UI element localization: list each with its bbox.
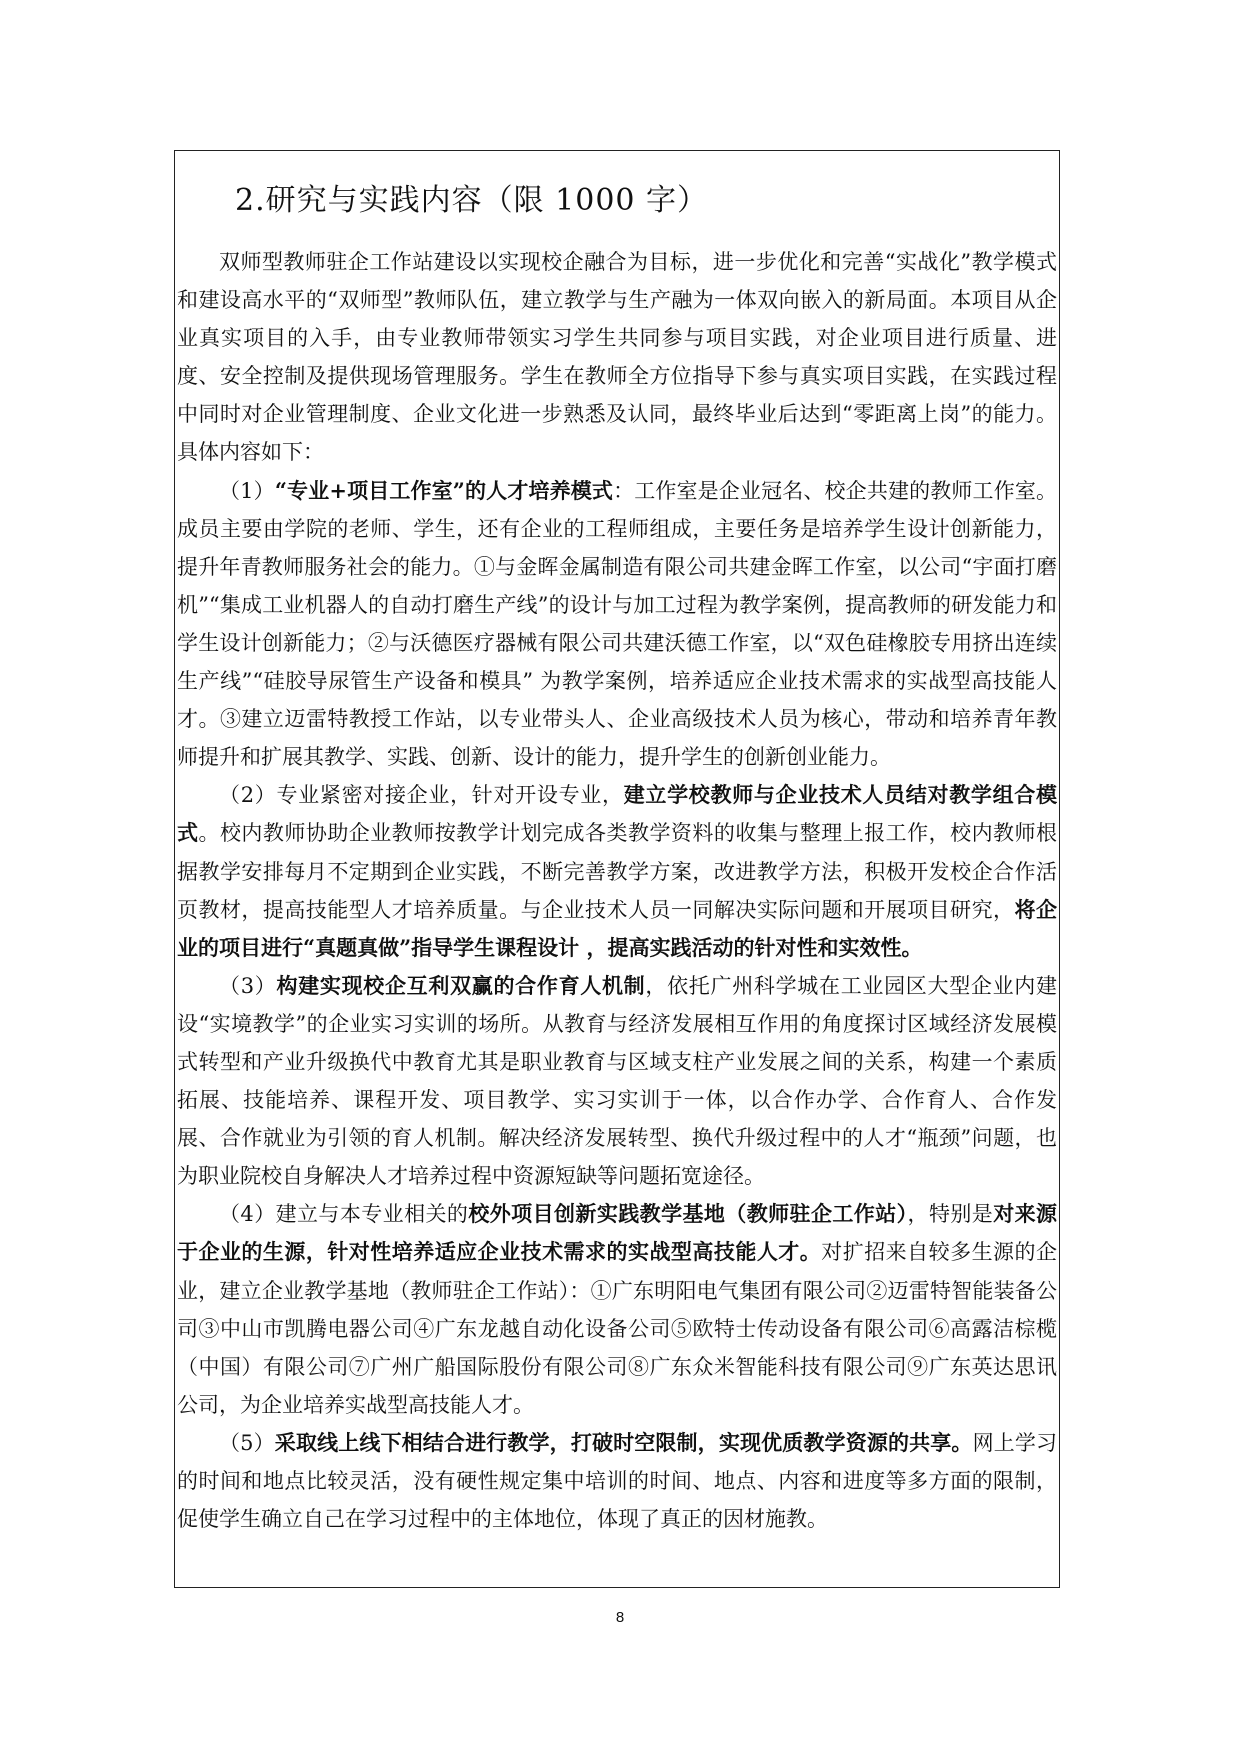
- content-frame: [174, 150, 1060, 1588]
- item-emphasis: 采取线上线下相结合进行教学，打破时空限制，实现优质教学资源的共享。: [274, 1429, 973, 1455]
- intro-paragraph: 双师型教师驻企工作站建设以实现校企融合为目标，进一步优化和完善“实战化”教学模式和建设高水平的“双师型”教师队伍，建立教学与生产融为一体双向嵌入的新局面。本项目从企业真实项目的入手，由专业教师带领实习学生共同参与项目实践，对企业项目进行质量、进度、安全控制及提供现场管理服务。学生在教师全方位指导下参与真实项目实践，在实践过程中同时对企业管理制度、企业文化进一步熟悉及认同，最终毕业后达到“零距离上岗”的能力。具体内容如下：: [177, 250, 1057, 465]
- item-paragraph-4: [177, 1195, 1057, 1424]
- item-text: 对扩招来自较多生源的企业，建立企业教学基地（教师驻企工作站）：①广东明阳电气集团有限公司②迈雷特智能装备公司③中山市凯腾电器公司④广东龙越自动化设备公司⑤欧特士传动设备有限公司⑥高露洁棕榄（中国）有限公司⑦广州广船国际股份有限公司⑧广东众米智能科技有限公司⑨广东英达思讯公司，为企业培养实战型高技能人才。: [177, 1240, 1057, 1417]
- item-number: （4）: [219, 1202, 276, 1227]
- item-emphasis: “专业+项目工作室”的人才培养模式: [274, 477, 614, 503]
- item-text: 网上学习的时间和地点比较灵活，没有硬性规定集中培训的时间、地点、内容和进度等多方面的限制，促使学生确立自己在学习过程中的主体地位，体现了真正的因材施教。: [177, 1430, 1057, 1532]
- item-text: 建立与本专业相关的: [275, 1202, 469, 1227]
- page-number: 8: [615, 1609, 625, 1626]
- item-number: （1）: [219, 478, 275, 503]
- item-emphasis: 建立学校教师与企业技术人员结对教学组合模式: [177, 782, 1057, 846]
- item-number: （5）: [219, 1430, 275, 1455]
- item-text: ：工作室是企业冠名、校企共建的教师工作室。成员主要由学院的老师、学生，还有企业的工程师组成，主要任务是培养学生设计创新能力，提升年青教师服务社会的能力。①与金晖金属制造有限公司共建金晖工作室，以公司“宇面打磨机”“集成工业机器人的自动打磨生产线”的设计与加工过程为教学案例，提高教师的研发能力和学生设计创新能力；②与沃德医疗器械有限公司共建沃德工作室，以“双色硅橡胶专用挤出连续生产线”“硅胶导尿管生产设备和模具” 为教学案例，培养适应企业技术需求的实战型高技能人才。③建立迈雷特教授工作站，以专业带头人、企业高级技术人员为核心，带动和培养青年教师提升和扩展其教学、实践、创新、设计的能力，提升学生的创新创业能力。: [177, 478, 1057, 770]
- item-paragraph-1: [177, 472, 1057, 777]
- item-text: 。校内教师协助企业教师按教学计划完成各类教学资料的收集与整理上报工作，校内教师根据教学安排每月不定期到企业实践，不断完善教学方案，改进教学方法，积极开发校企合作活页教材，提高技能型人才培养质量。与企业技术人员一同解决实际问题和开展项目研究，: [177, 821, 1058, 922]
- section-body: [177, 243, 1057, 1538]
- item-text: ，特别是: [907, 1202, 994, 1227]
- section-title: 2.研究与实践内容（限 1000 字）: [235, 183, 709, 218]
- item-paragraph-5: [177, 1424, 1057, 1538]
- item-number: （2）: [219, 783, 277, 808]
- item-emphasis: 将企业的项目进行“真题真做”指导学生课程设计 ，提高实践活动的针对性和实效性。: [177, 896, 1058, 960]
- item-text: ，依托广州科学城在工业园区大型企业内建设“实境教学”的企业实习实训的场所。从教育与经济发展相互作用的角度探讨区域经济发展模式转型和产业升级换代中教育尤其是职业教育与区域支柱产业发展之间的关系，构建一个素质拓展、技能培养、课程开发、项目教学、实习实训于一体，以合作办学、合作育人、合作发展、合作就业为引领的育人机制。解决经济发展转型、换代升级过程中的人才“瓶颈”问题，也为职业院校自身解决人才培养过程中资源短缺等问题拓宽途径。: [177, 973, 1058, 1189]
- item-emphasis: 校外项目创新实践教学基地（教师驻企工作站）: [468, 1201, 908, 1227]
- item-number: （3）: [219, 973, 277, 998]
- item-paragraph-2: [177, 776, 1057, 966]
- item-paragraph-3: [177, 967, 1057, 1196]
- item-emphasis: 对来源于企业的生源，针对性培养适应企业技术需求的实战型高技能人才。: [177, 1201, 1058, 1265]
- item-emphasis: 构建实现校企互利双赢的合作育人机制: [276, 972, 646, 998]
- item-text: 专业紧密对接企业，针对开设专业，: [276, 783, 624, 808]
